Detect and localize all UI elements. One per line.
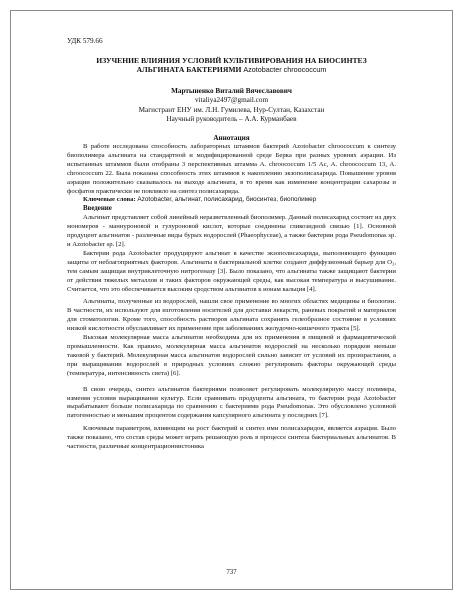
author-name: Мартыненко Виталий Вячеславович xyxy=(171,86,292,95)
keywords-text: Azotobacter, альгинат, полисахарид, биосинтез, биополимер xyxy=(137,196,317,204)
page-number: 737 xyxy=(226,569,237,576)
intro-paragraph-5: В свою очередь, синтез альгинатов бактериями позволяет регулировать молекулярную массу полимера, изменяя условия выращивания культур. Если сравнивать продуценты альгината, то бактерии рода Azotobacter вырабатывают больше полисахарида по сравнению с бактериями рода Pseudomonas. Это обусловлено условной патогенностью и меньшим процентом содержания капсулярного альгината у последних [7]. xyxy=(67,385,396,420)
keywords-label: Ключевые слова: xyxy=(83,196,136,204)
intro-paragraph-6: Ключевым параметром, влияющим на рост бактерий и синтез ими полисахаридов, является аэрация. Было также показано, что состав среды может играть решающую роль в процессе синтеза бактериальных альгинатов. В частности, различные концентрационнистоника xyxy=(67,425,396,451)
paper-title xyxy=(67,56,396,75)
title-species: Azotobacter chroococcum xyxy=(243,65,327,75)
intro-paragraph-2: Бактерии рода Azotobacter продуцируют альгинат в качестве экзополисахарида, выполняющего функцию защиты от неблагоприятных факторов. Альгинаты в бактериальной клетке создают диффузионный барьер для O₂, тем самым защищая внутриклеточную нитрогеназу [3]. Было показано, что альгинаты также защищают бактерии от действия тяжелых металлов и таких факторов окружающей среды, как высокая температура и высушивание. Считается, что это обеспечивается высоким сродством альгинатов к ионам кальция [4]. xyxy=(67,249,396,293)
intro-paragraph-1: Альгинат представляет собой линейный неразветвленный биополимер. Данный полисахарид состоит из двух мономеров - маннуроновой и гулуроновой кислот, которые соединены гликозидной связью [1]. Основной продуцент альгинатов - различные виды бурых водорослей (Phaeophyceae), а также бактерии рода Pseudomonas sp. и Azotobacter sp. [2]. xyxy=(67,214,396,249)
author-email: vitaliya2497@gmail.com xyxy=(194,96,269,105)
title-line-2: АЛЬГИНАТА БАКТЕРИЯМИ xyxy=(136,65,242,75)
keywords-line xyxy=(67,196,396,205)
udk-code: УДК 579.66 xyxy=(67,37,103,45)
author-affiliation: Магистрант ЕНУ им. Л.Н. Гумилева, Нур-Султан, Казахстан xyxy=(138,105,325,114)
document-page xyxy=(10,10,453,590)
abstract-heading: Аннотация xyxy=(213,133,250,142)
title-line-1: ИЗУЧЕНИЕ ВЛИЯНИЯ УСЛОВИЙ КУЛЬТИВИРОВАНИЯ НА БИОСИНТЕЗ xyxy=(96,56,367,65)
author-supervisor: Научный руководитель – А.А. Курманбаев xyxy=(166,115,297,124)
intro-heading: Введение xyxy=(83,205,112,213)
abstract-paragraph: В работе исследована способность лабораторных штаммов бактерий Azotobacter chroococcum к синтезу биополимера альгината на стандартной и модифицированной среде Берка при разных уровнях аэрации. Из испытанных штаммов были отобраны 3 перспективных штамма A. chroococcum 1/5 Ac, A. chroococcum 13, A. chroococcum 22. Была показана способность этих штаммов к накоплению экзополисахарида. Повышение уровня аэрации положительно сказывалось на выходе альгината, в то время как изменение концентрации сахарозы и фосфатов практически не повлияло на синтез полисахарида. xyxy=(67,142,396,195)
intro-paragraph-4: Высокая молекулярная масса альгинатов необходима для их применения в пищевой и фармацевтической промышленности. Как правило, молекулярная масса альгинатов водорослей на несколько порядков меньше таковой у бактерий. Молекулярная масса альгинатов водорослей сильно зависит от условий их произрастания, а при выращивании водорослей в природных условиях сложно регулировать факторы окружающей среды (температура, интенсивность света) [6]. xyxy=(67,334,396,377)
author-block xyxy=(67,87,396,125)
intro-paragraph-3: Альгинаты, полученные из водорослей, нашли свое применение во многих областях медицины и биологии. В частности, их используют для изготовления носителей для доставки лекарств, раневых покрытий и материалов для стоматологии. Кроме того, способность растворов альгината сохранять гелеобразное состояние в условиях низкой кислотности обуславливает их применение при заболеваниях желудочно-кишечного тракта [5]. xyxy=(67,298,396,333)
